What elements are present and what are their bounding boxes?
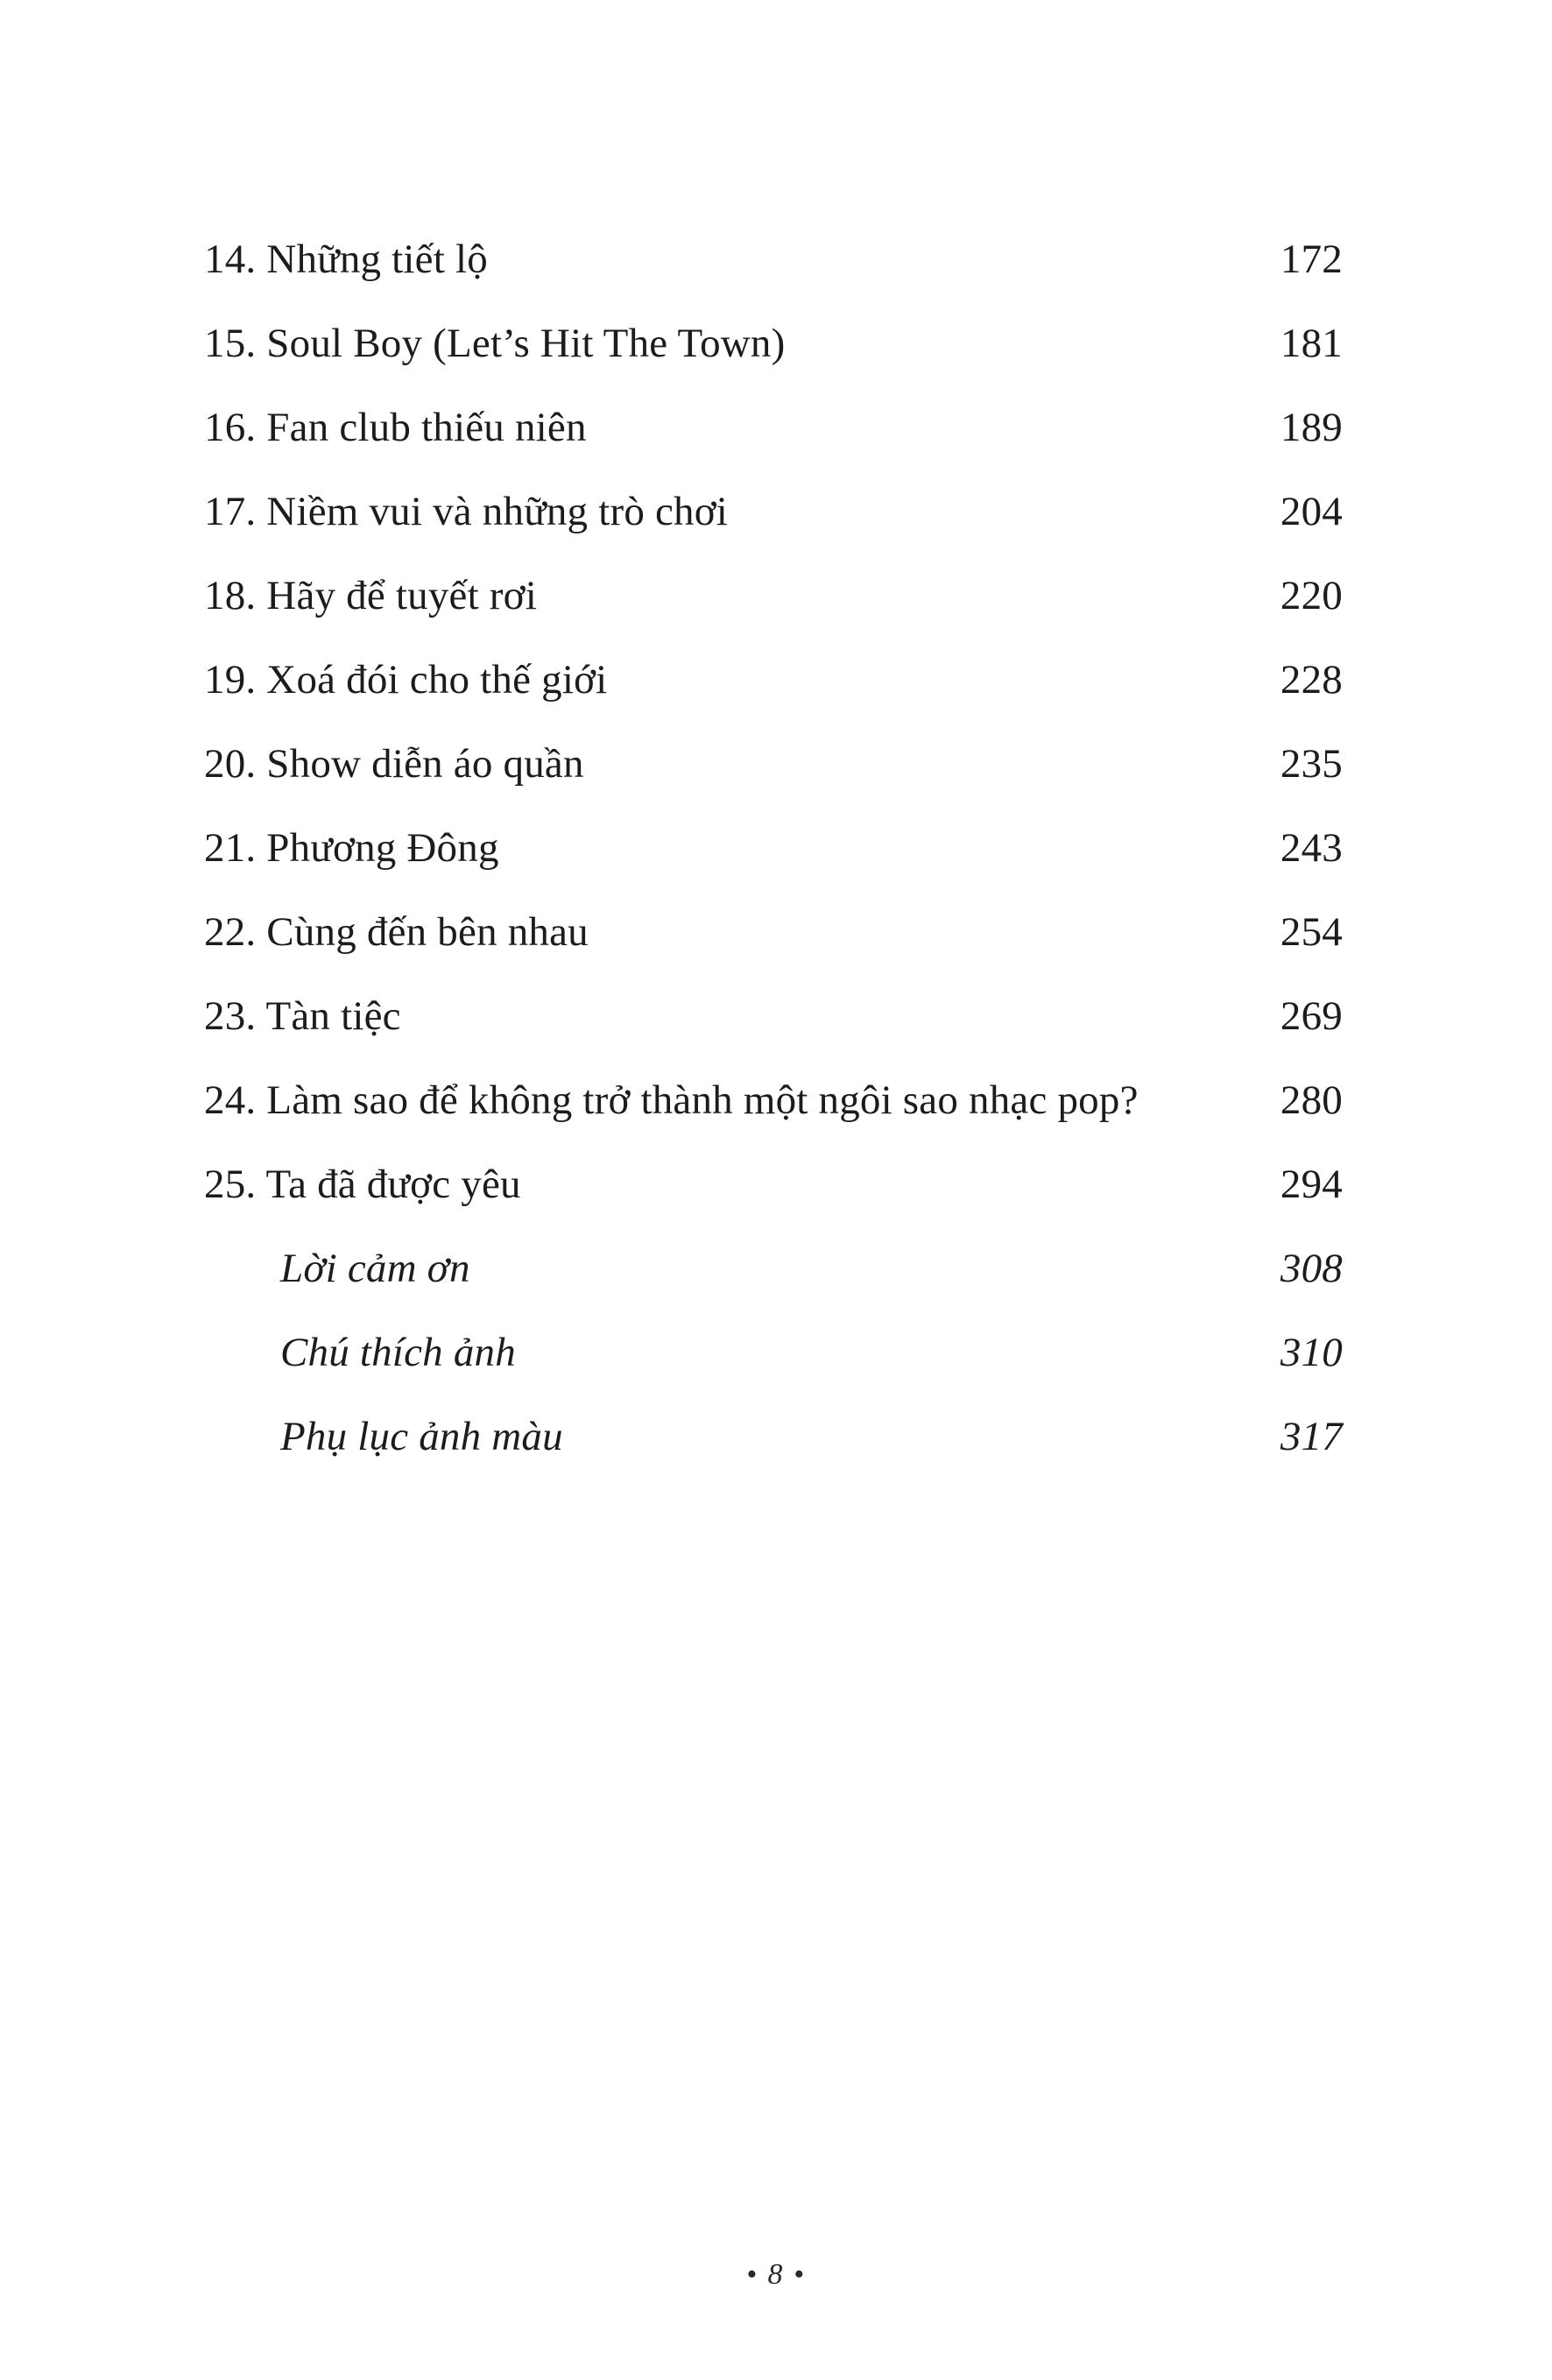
toc-entry-title: 24. Làm sao để không trở thành một ngôi sao nhạc pop? (204, 1077, 1139, 1123)
toc-entry (204, 217, 1343, 301)
toc-entry-page: 317 (1280, 1414, 1343, 1459)
toc-entry (204, 974, 1343, 1058)
toc-entry-page: 310 (1280, 1330, 1343, 1375)
toc-entry (204, 1058, 1343, 1142)
toc-entry-title: 20. Show diễn áo quần (204, 741, 584, 787)
toc-entry (204, 890, 1343, 974)
toc-entry-title: 18. Hãy để tuyết rơi (204, 573, 537, 618)
toc-entry-title: 21. Phương Đông (204, 825, 499, 871)
toc-entry-title: 25. Ta đã được yêu (204, 1162, 521, 1207)
toc-entry-title: Lời cảm ơn (280, 1246, 470, 1291)
toc-entry-page: 243 (1280, 825, 1343, 871)
toc-entry-page: 204 (1280, 489, 1343, 534)
toc-entry-title: 17. Niềm vui và những trò chơi (204, 489, 729, 534)
toc-entry-page: 235 (1280, 741, 1343, 787)
toc-entry (204, 806, 1343, 890)
page-number-footer: • 8 • (746, 2258, 806, 2291)
toc-entry-title: 19. Xoá đói cho thế giới (204, 657, 608, 703)
toc-entry-page: 308 (1280, 1246, 1343, 1291)
toc-entry-page: 228 (1280, 657, 1343, 703)
toc-entry-title: 16. Fan club thiếu niên (204, 405, 587, 450)
toc-entry (204, 1310, 1343, 1395)
toc-entry (204, 385, 1343, 470)
toc-entry (204, 1142, 1343, 1226)
toc-entry-title: 23. Tàn tiệc (204, 993, 401, 1039)
toc-entry-page: 220 (1280, 573, 1343, 618)
toc-entry-title: 14. Những tiết lộ (204, 237, 488, 282)
toc-entry-page: 254 (1280, 909, 1343, 955)
toc-entry (204, 1226, 1343, 1310)
toc-entry-title: 22. Cùng đến bên nhau (204, 909, 589, 955)
toc-entry (204, 638, 1343, 722)
toc-entry-title: Chú thích ảnh (280, 1330, 516, 1375)
toc-entry-page: 181 (1280, 321, 1343, 366)
toc-entry (204, 554, 1343, 638)
toc-entry (204, 301, 1343, 385)
toc-entry-title: 15. Soul Boy (Let’s Hit The Town) (204, 321, 786, 366)
toc-entry-page: 280 (1280, 1077, 1343, 1123)
toc-entry (204, 722, 1343, 806)
toc-entry (204, 1395, 1343, 1479)
toc-entry-page: 189 (1280, 405, 1343, 450)
toc-entry-page: 269 (1280, 993, 1343, 1039)
toc-entry (204, 470, 1343, 554)
toc-entry-page: 294 (1280, 1162, 1343, 1207)
toc-list (204, 217, 1343, 1479)
toc-entry-title: Phụ lục ảnh màu (280, 1414, 563, 1459)
toc-entry-page: 172 (1280, 237, 1343, 282)
